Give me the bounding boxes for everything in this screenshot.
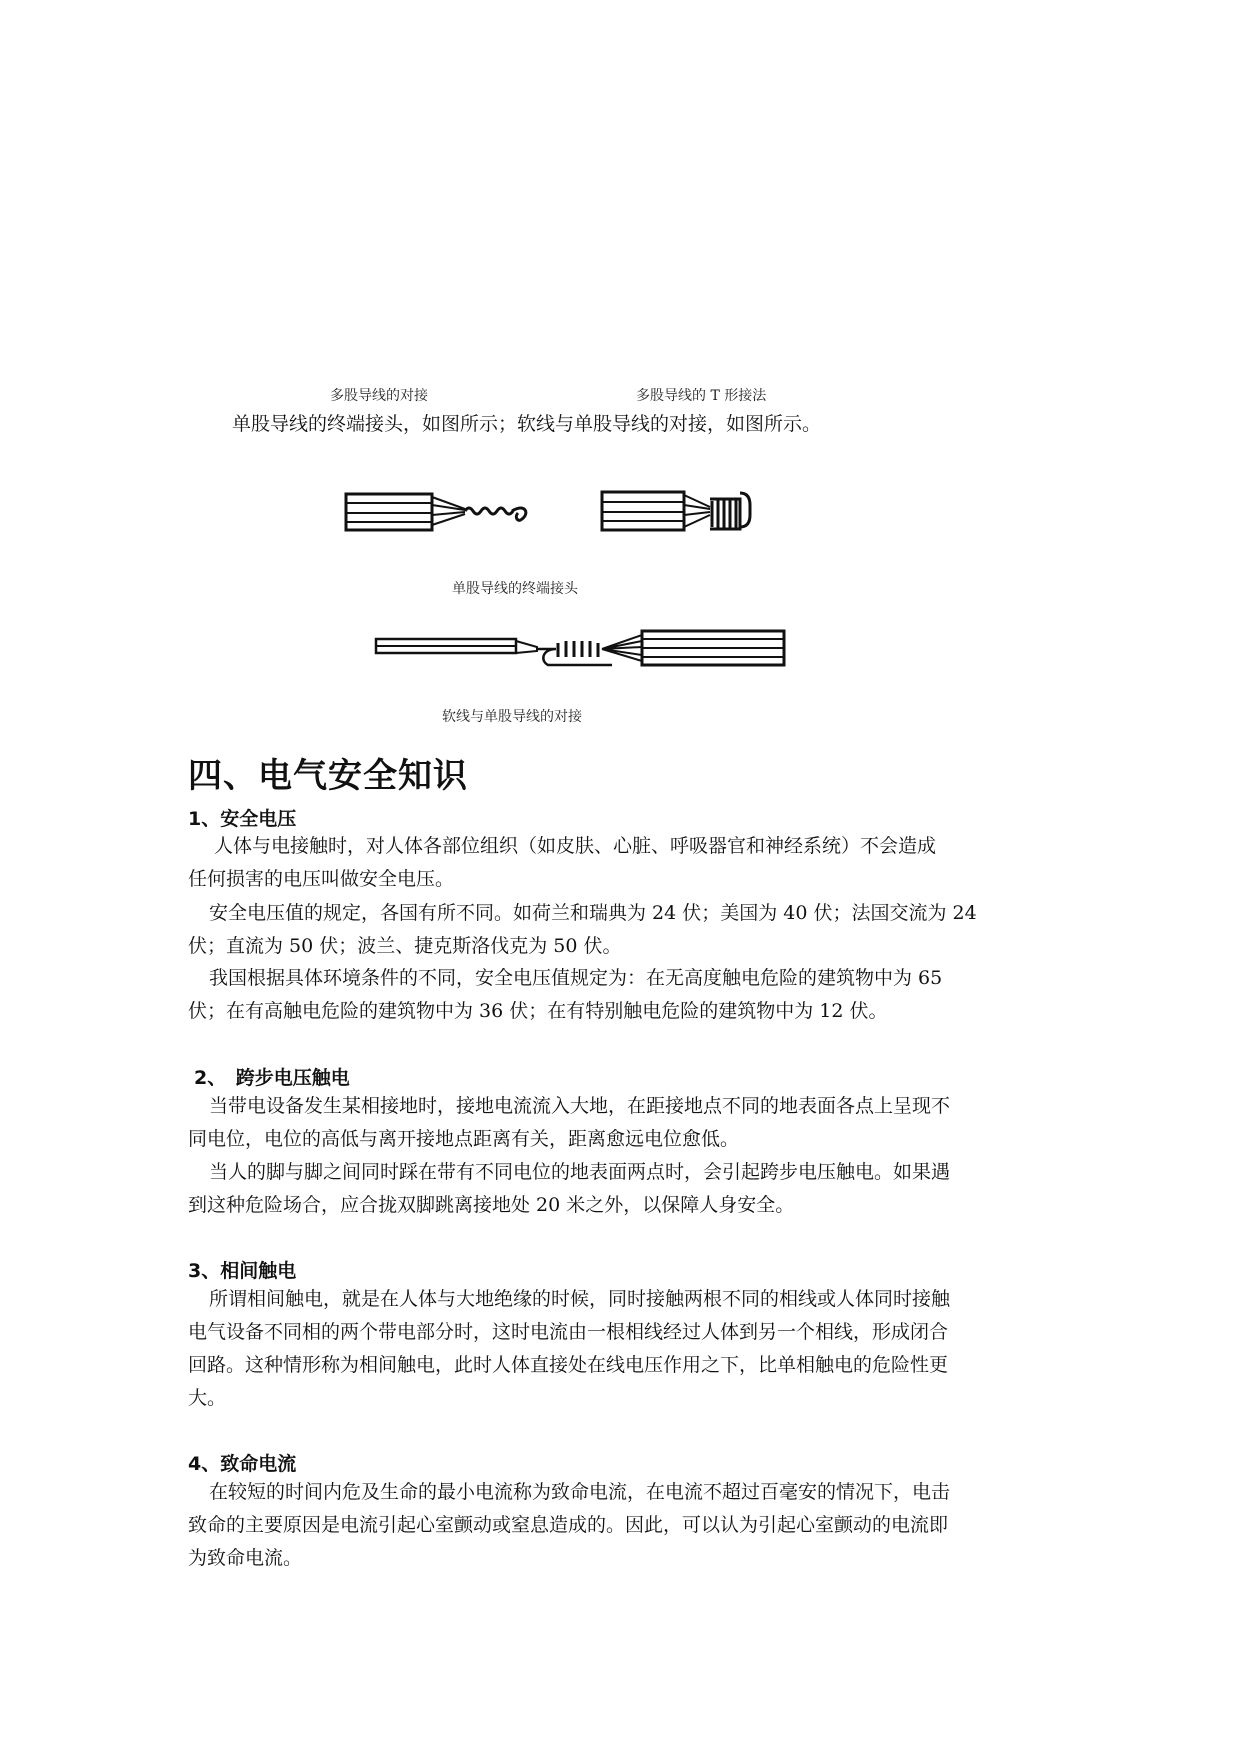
s2-line-3: 当人的脚与脚之间同时踩在带有不同电位的地表面两点时，会引起跨步电压触电。如果遇 bbox=[209, 1161, 951, 1183]
s2-heading: 2、 跨步电压触电 bbox=[194, 1067, 350, 1089]
caption-soft-single: 软线与单股导线的对接 bbox=[442, 709, 582, 725]
caption-single-terminal: 单股导线的终端接头 bbox=[452, 581, 578, 597]
s4-line-2: 致命的主要原因是电流引起心室颤动或窒息造成的。因此，可以认为引起心室颤动的电流即 bbox=[188, 1514, 949, 1536]
soft-single-figure bbox=[372, 625, 792, 675]
caption-multi-butt: 多股导线的对接 bbox=[330, 388, 428, 404]
s3-line-4: 大。 bbox=[188, 1387, 227, 1409]
single-terminal-figure bbox=[340, 485, 790, 545]
s2-line-4: 到这种危险场合，应合拢双脚跳离接地处 20 米之外，以保障人身安全。 bbox=[188, 1194, 795, 1216]
s3-line-2: 电气设备不同相的两个带电部分时，这时电流由一根相线经过人体到另一个相线，形成闭合 bbox=[188, 1321, 949, 1343]
caption-multi-t: 多股导线的 T 形接法 bbox=[636, 388, 767, 404]
section-title: 四、电气安全知识 bbox=[188, 756, 468, 796]
s2-line-1: 当带电设备发生某相接地时，接地电流流入大地，在距接地点不同的地表面各点上呈现不 bbox=[209, 1095, 951, 1117]
terminal-joint-left bbox=[346, 494, 526, 530]
terminal-joint-right bbox=[602, 492, 750, 530]
s1-line-5: 我国根据具体环境条件的不同，安全电压值规定为：在无高度触电危险的建筑物中为 65 bbox=[209, 967, 943, 989]
s3-line-1: 所谓相间触电，就是在人体与大地绝缘的时候，同时接触两根不同的相线或人体同时接触 bbox=[209, 1288, 951, 1310]
s1-heading: 1、安全电压 bbox=[188, 808, 297, 830]
s3-heading: 3、相间触电 bbox=[188, 1260, 297, 1282]
s3-line-3: 回路。这种情形称为相间触电，此时人体直接处在线电压作用之下，比单相触电的危险性更 bbox=[188, 1354, 949, 1376]
intro-line: 单股导线的终端接头，如图所示；软线与单股导线的对接，如图所示。 bbox=[232, 413, 822, 435]
s1-line-4: 伏；直流为 50 伏；波兰、捷克斯洛伐克为 50 伏。 bbox=[188, 935, 622, 957]
s4-heading: 4、致命电流 bbox=[188, 1453, 297, 1475]
s2-line-2: 同电位，电位的高低与离开接地点距离有关，距离愈远电位愈低。 bbox=[188, 1128, 740, 1150]
s1-line-3: 安全电压值的规定，各国有所不同。如荷兰和瑞典为 24 伏；美国为 40 伏；法国交流为 24 bbox=[209, 902, 977, 924]
s1-line-2: 任何损害的电压叫做安全电压。 bbox=[188, 868, 455, 890]
s1-line-6: 伏；在有高触电危险的建筑物中为 36 伏；在有特别触电危险的建筑物中为 12 伏。 bbox=[188, 1000, 888, 1022]
s4-line-1: 在较短的时间内危及生命的最小电流称为致命电流，在电流不超过百毫安的情况下，电击 bbox=[209, 1481, 951, 1503]
s4-line-3: 为致命电流。 bbox=[188, 1547, 303, 1569]
s1-line-1: 人体与电接触时，对人体各部位组织（如皮肤、心脏、呼吸器官和神经系统）不会造成 bbox=[214, 835, 937, 857]
